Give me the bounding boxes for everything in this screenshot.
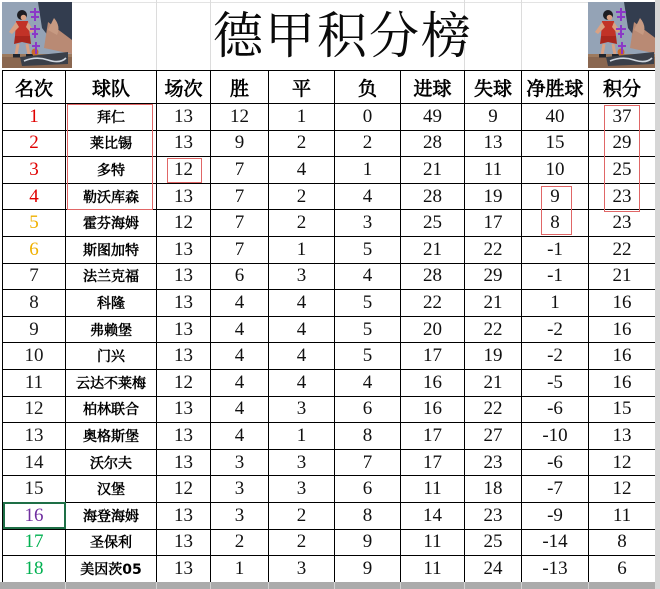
sheet-gridline xyxy=(464,582,465,589)
cell-goal_diff[interactable]: -10 xyxy=(522,423,589,450)
cell-goal_diff[interactable]: -1 xyxy=(522,263,589,290)
cell-rank[interactable]: 4 xyxy=(3,183,66,210)
cell-played[interactable]: 13 xyxy=(157,130,211,157)
cell-played[interactable]: 13 xyxy=(157,396,211,423)
cell-drawn[interactable]: 3 xyxy=(269,476,335,503)
basketball-player-illustration xyxy=(2,2,72,68)
sheet-gridline xyxy=(210,582,211,589)
cell-goals_against[interactable]: 19 xyxy=(465,183,522,210)
cell-played[interactable]: 12 xyxy=(157,210,211,237)
cell-goal_diff[interactable]: -1 xyxy=(522,236,589,263)
sheet-gridline xyxy=(521,582,522,589)
table-row xyxy=(3,449,656,476)
cell-goals_against[interactable]: 21 xyxy=(465,369,522,396)
sheet-gridline xyxy=(588,582,589,589)
bottom-strip xyxy=(0,582,660,589)
cell-won[interactable]: 4 xyxy=(211,423,269,450)
cell-goals_against[interactable]: 23 xyxy=(465,502,522,529)
cell-lost[interactable]: 1 xyxy=(335,157,401,184)
cell-rank[interactable]: 3 xyxy=(3,157,66,184)
cell-team[interactable]: 门兴 xyxy=(66,343,157,370)
cell-points[interactable]: 16 xyxy=(589,316,656,343)
column-header-goals_against[interactable]: 失球 xyxy=(465,71,522,104)
cell-goals_against[interactable]: 23 xyxy=(465,449,522,476)
cell-rank[interactable]: 11 xyxy=(3,369,66,396)
cell-lost[interactable]: 9 xyxy=(335,529,401,556)
cell-goal_diff[interactable]: 1 xyxy=(522,290,589,317)
cell-goals_against[interactable]: 22 xyxy=(465,396,522,423)
cell-won[interactable]: 3 xyxy=(211,502,269,529)
cell-played[interactable]: 13 xyxy=(157,423,211,450)
cell-goal_diff[interactable]: -13 xyxy=(522,556,589,583)
cell-lost[interactable]: 5 xyxy=(335,316,401,343)
column-header-drawn[interactable]: 平 xyxy=(269,71,335,104)
table-row xyxy=(3,343,656,370)
cell-played[interactable]: 13 xyxy=(157,104,211,131)
sheet-gridline xyxy=(400,582,401,589)
cell-won[interactable]: 7 xyxy=(211,183,269,210)
table-row xyxy=(3,396,656,423)
cell-drawn[interactable]: 3 xyxy=(269,449,335,476)
cell-rank[interactable]: 13 xyxy=(3,423,66,450)
cell-played[interactable]: 13 xyxy=(157,556,211,583)
table-row xyxy=(3,183,656,210)
cell-lost[interactable]: 9 xyxy=(335,556,401,583)
cell-lost[interactable]: 8 xyxy=(335,423,401,450)
cell-goals_for[interactable]: 11 xyxy=(401,529,465,556)
column-header-team[interactable]: 球队 xyxy=(66,71,157,104)
sheet-gridline xyxy=(156,582,157,589)
cell-goals_for[interactable]: 21 xyxy=(401,157,465,184)
cell-goals_for[interactable]: 28 xyxy=(401,263,465,290)
table-row xyxy=(3,210,656,237)
cell-lost[interactable]: 3 xyxy=(335,210,401,237)
cell-goals_for[interactable]: 16 xyxy=(401,369,465,396)
cell-goal_diff[interactable]: -6 xyxy=(522,449,589,476)
cell-team[interactable]: 海登海姆 xyxy=(66,502,157,529)
cell-goal_diff[interactable]: -7 xyxy=(522,476,589,503)
cell-drawn[interactable]: 1 xyxy=(269,236,335,263)
cell-points[interactable]: 6 xyxy=(589,556,656,583)
cell-played[interactable]: 13 xyxy=(157,263,211,290)
cell-points[interactable]: 13 xyxy=(589,423,656,450)
cell-goals_for[interactable]: 17 xyxy=(401,423,465,450)
cell-won[interactable]: 2 xyxy=(211,529,269,556)
cell-won[interactable]: 4 xyxy=(211,290,269,317)
cell-goals_for[interactable]: 49 xyxy=(401,104,465,131)
cell-won[interactable]: 3 xyxy=(211,476,269,503)
table-row xyxy=(3,157,656,184)
cell-rank[interactable]: 2 xyxy=(3,130,66,157)
column-header-points[interactable]: 积分 xyxy=(589,71,656,104)
table-row xyxy=(3,290,656,317)
cell-goals_for[interactable]: 28 xyxy=(401,183,465,210)
cell-rank[interactable]: 10 xyxy=(3,343,66,370)
cell-points[interactable]: 16 xyxy=(589,343,656,370)
cell-rank[interactable]: 16 xyxy=(3,502,66,529)
cell-team[interactable]: 莱比锡 xyxy=(66,130,157,157)
cell-drawn[interactable]: 1 xyxy=(269,104,335,131)
cell-rank[interactable]: 15 xyxy=(3,476,66,503)
cell-lost[interactable]: 6 xyxy=(335,476,401,503)
cell-goals_against[interactable]: 11 xyxy=(465,157,522,184)
cell-rank[interactable]: 12 xyxy=(3,396,66,423)
cell-goals_against[interactable]: 29 xyxy=(465,263,522,290)
cell-won[interactable]: 4 xyxy=(211,369,269,396)
cell-played[interactable]: 13 xyxy=(157,236,211,263)
cell-goals_for[interactable]: 28 xyxy=(401,130,465,157)
cell-drawn[interactable]: 4 xyxy=(269,369,335,396)
standings-body xyxy=(3,104,656,583)
cell-goal_diff[interactable]: -9 xyxy=(522,502,589,529)
cell-goal_diff[interactable]: 8 xyxy=(522,210,589,237)
cell-team[interactable]: 美因茨05 xyxy=(66,556,157,583)
standings-table xyxy=(2,70,656,583)
cell-team[interactable]: 霍芬海姆 xyxy=(66,210,157,237)
cell-won[interactable]: 7 xyxy=(211,157,269,184)
cell-goals_against[interactable]: 9 xyxy=(465,104,522,131)
table-row xyxy=(3,263,656,290)
cell-played[interactable]: 12 xyxy=(157,157,211,184)
cell-goals_against[interactable]: 22 xyxy=(465,236,522,263)
cell-lost[interactable]: 6 xyxy=(335,396,401,423)
cell-points[interactable]: 12 xyxy=(589,476,656,503)
right-edge xyxy=(655,0,660,589)
cell-drawn[interactable]: 3 xyxy=(269,556,335,583)
cell-rank[interactable]: 1 xyxy=(3,104,66,131)
cell-lost[interactable]: 5 xyxy=(335,290,401,317)
cell-team[interactable]: 柏林联合 xyxy=(66,396,157,423)
cell-goal_diff[interactable]: 9 xyxy=(522,183,589,210)
cell-drawn[interactable]: 3 xyxy=(269,263,335,290)
cell-drawn[interactable]: 3 xyxy=(269,396,335,423)
cell-rank[interactable]: 8 xyxy=(3,290,66,317)
cell-goals_for[interactable]: 22 xyxy=(401,290,465,317)
column-header-played[interactable]: 场次 xyxy=(157,71,211,104)
cell-team[interactable]: 勒沃库森 xyxy=(66,183,157,210)
cell-lost[interactable]: 5 xyxy=(335,343,401,370)
cell-goal_diff[interactable]: 40 xyxy=(522,104,589,131)
cell-played[interactable]: 13 xyxy=(157,316,211,343)
cell-played[interactable]: 13 xyxy=(157,449,211,476)
cell-team[interactable]: 圣保利 xyxy=(66,529,157,556)
cell-goals_for[interactable]: 20 xyxy=(401,316,465,343)
cell-goals_against[interactable]: 27 xyxy=(465,423,522,450)
sheet-gridline xyxy=(268,582,269,589)
cell-won[interactable]: 4 xyxy=(211,316,269,343)
cell-team[interactable]: 弗赖堡 xyxy=(66,316,157,343)
cell-played[interactable]: 13 xyxy=(157,502,211,529)
cell-won[interactable]: 7 xyxy=(211,210,269,237)
cell-won[interactable]: 4 xyxy=(211,396,269,423)
cell-goals_against[interactable]: 21 xyxy=(465,290,522,317)
cell-won[interactable]: 7 xyxy=(211,236,269,263)
cell-points[interactable]: 23 xyxy=(589,183,656,210)
column-header-won[interactable]: 胜 xyxy=(211,71,269,104)
sheet-gridline xyxy=(334,582,335,589)
basketball-player-illustration xyxy=(588,2,658,68)
sheet-gridline xyxy=(72,2,588,3)
cell-won[interactable]: 4 xyxy=(211,343,269,370)
table-row xyxy=(3,529,656,556)
cell-points[interactable]: 15 xyxy=(589,396,656,423)
cell-goal_diff[interactable]: -14 xyxy=(522,529,589,556)
cell-goals_for[interactable]: 11 xyxy=(401,476,465,503)
cell-lost[interactable]: 4 xyxy=(335,263,401,290)
cell-drawn[interactable]: 2 xyxy=(269,183,335,210)
cell-drawn[interactable]: 4 xyxy=(269,316,335,343)
cell-points[interactable]: 29 xyxy=(589,130,656,157)
cell-lost[interactable]: 4 xyxy=(335,369,401,396)
cell-goal_diff[interactable]: -6 xyxy=(522,396,589,423)
cell-rank[interactable]: 18 xyxy=(3,556,66,583)
table-row xyxy=(3,104,656,131)
cell-goal_diff[interactable]: 15 xyxy=(522,130,589,157)
cell-won[interactable]: 3 xyxy=(211,449,269,476)
cell-goals_against[interactable]: 22 xyxy=(465,316,522,343)
cell-rank[interactable]: 5 xyxy=(3,210,66,237)
table-row xyxy=(3,502,656,529)
cell-lost[interactable]: 7 xyxy=(335,449,401,476)
cell-drawn[interactable]: 2 xyxy=(269,529,335,556)
cell-points[interactable]: 12 xyxy=(589,449,656,476)
page-title: 德甲积分榜 xyxy=(213,7,473,65)
cell-goals_for[interactable]: 17 xyxy=(401,449,465,476)
cell-goals_for[interactable]: 14 xyxy=(401,502,465,529)
cell-goals_for[interactable]: 25 xyxy=(401,210,465,237)
cell-goals_against[interactable]: 24 xyxy=(465,556,522,583)
cell-goal_diff[interactable]: -2 xyxy=(522,316,589,343)
cell-goals_against[interactable]: 18 xyxy=(465,476,522,503)
cell-drawn[interactable]: 2 xyxy=(269,130,335,157)
cell-goal_diff[interactable]: -2 xyxy=(522,343,589,370)
column-header-goals_for[interactable]: 进球 xyxy=(401,71,465,104)
cell-goals_against[interactable]: 19 xyxy=(465,343,522,370)
cell-team[interactable]: 斯图加特 xyxy=(66,236,157,263)
cell-played[interactable]: 13 xyxy=(157,290,211,317)
cell-goal_diff[interactable]: -5 xyxy=(522,369,589,396)
cell-team[interactable]: 拜仁 xyxy=(66,104,157,131)
column-header-rank[interactable]: 名次 xyxy=(3,71,66,104)
cell-team[interactable]: 奥格斯堡 xyxy=(66,423,157,450)
cell-played[interactable]: 12 xyxy=(157,476,211,503)
cell-goals_against[interactable]: 25 xyxy=(465,529,522,556)
cell-points[interactable]: 22 xyxy=(589,236,656,263)
cell-drawn[interactable]: 4 xyxy=(269,157,335,184)
cell-drawn[interactable]: 2 xyxy=(269,502,335,529)
slam-dunk-art-left xyxy=(2,2,72,68)
cell-lost[interactable]: 2 xyxy=(335,130,401,157)
cell-lost[interactable]: 4 xyxy=(335,183,401,210)
cell-drawn[interactable]: 4 xyxy=(269,343,335,370)
cell-played[interactable]: 13 xyxy=(157,343,211,370)
cell-played[interactable]: 13 xyxy=(157,183,211,210)
cell-rank[interactable]: 7 xyxy=(3,263,66,290)
sheet-gridline xyxy=(65,582,66,589)
slam-dunk-art-right xyxy=(588,2,658,68)
cell-team[interactable]: 多特 xyxy=(66,157,157,184)
cell-goal_diff[interactable]: 10 xyxy=(522,157,589,184)
title-band xyxy=(0,0,660,70)
table-row xyxy=(3,130,656,157)
cell-goals_for[interactable]: 21 xyxy=(401,236,465,263)
table-row xyxy=(3,236,656,263)
cell-rank[interactable]: 6 xyxy=(3,236,66,263)
cell-points[interactable]: 8 xyxy=(589,529,656,556)
cell-points[interactable]: 16 xyxy=(589,369,656,396)
cell-team[interactable]: 科隆 xyxy=(66,290,157,317)
cell-points[interactable]: 21 xyxy=(589,263,656,290)
cell-points[interactable]: 11 xyxy=(589,502,656,529)
cell-lost[interactable]: 5 xyxy=(335,236,401,263)
cell-goals_against[interactable]: 17 xyxy=(465,210,522,237)
cell-rank[interactable]: 17 xyxy=(3,529,66,556)
table-row xyxy=(3,556,656,583)
cell-points[interactable]: 16 xyxy=(589,290,656,317)
cell-team[interactable]: 汉堡 xyxy=(66,476,157,503)
cell-points[interactable]: 25 xyxy=(589,157,656,184)
cell-team[interactable]: 沃尔夫 xyxy=(66,449,157,476)
cell-points[interactable]: 37 xyxy=(589,104,656,131)
cell-played[interactable]: 12 xyxy=(157,369,211,396)
header-row xyxy=(3,71,656,104)
cell-rank[interactable]: 9 xyxy=(3,316,66,343)
table-row xyxy=(3,423,656,450)
cell-team[interactable]: 云达不莱梅 xyxy=(66,369,157,396)
table-row xyxy=(3,316,656,343)
cell-points[interactable]: 23 xyxy=(589,210,656,237)
table-row xyxy=(3,476,656,503)
cell-won[interactable]: 1 xyxy=(211,556,269,583)
cell-drawn[interactable]: 4 xyxy=(269,290,335,317)
cell-won[interactable]: 12 xyxy=(211,104,269,131)
cell-rank[interactable]: 14 xyxy=(3,449,66,476)
cell-won[interactable]: 6 xyxy=(211,263,269,290)
cell-played[interactable]: 13 xyxy=(157,529,211,556)
cell-team[interactable]: 法兰克福 xyxy=(66,263,157,290)
cell-lost[interactable]: 0 xyxy=(335,104,401,131)
cell-goals_for[interactable]: 17 xyxy=(401,343,465,370)
column-header-goal_diff[interactable]: 净胜球 xyxy=(522,71,589,104)
cell-drawn[interactable]: 1 xyxy=(269,423,335,450)
column-header-lost[interactable]: 负 xyxy=(335,71,401,104)
cell-lost[interactable]: 8 xyxy=(335,502,401,529)
table-row xyxy=(3,369,656,396)
cell-goals_against[interactable]: 13 xyxy=(465,130,522,157)
cell-won[interactable]: 9 xyxy=(211,130,269,157)
cell-goals_for[interactable]: 11 xyxy=(401,556,465,583)
cell-drawn[interactable]: 2 xyxy=(269,210,335,237)
cell-goals_for[interactable]: 16 xyxy=(401,396,465,423)
